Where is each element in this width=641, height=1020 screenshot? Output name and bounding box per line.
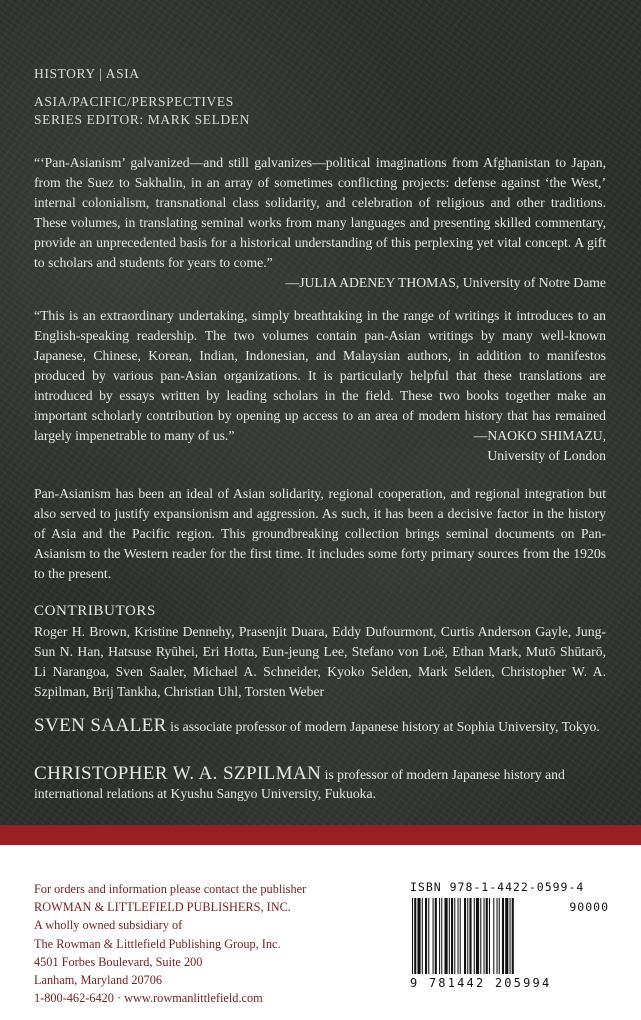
barcode-bar (469, 898, 471, 974)
publisher-city: Lanham, Maryland 20706 (34, 973, 163, 988)
barcode-bar (474, 898, 475, 974)
barcode-bar (414, 898, 416, 974)
barcode-bar (512, 898, 514, 974)
barcode-bar (499, 898, 500, 974)
barcode-bar (486, 898, 488, 974)
barcode-bar (467, 898, 468, 974)
barcode-bar (497, 898, 498, 974)
barcode-bar (510, 898, 511, 974)
series-title: ASIA/PACIFIC/PERSPECTIVES (34, 94, 234, 109)
isbn-label: ISBN 978-1-4422-0599-4 (410, 880, 585, 894)
barcode-bar (451, 898, 453, 974)
red-band (0, 825, 641, 845)
blurb-shimazu-attribution (34, 426, 606, 446)
barcode-bar (484, 898, 485, 974)
editor-szpilman-bio: is professor of modern Japanese history and international relations at Kyushu Sangyo University, Fukuoka. (34, 767, 565, 801)
book-description: Pan-Asianism has been an ideal of Asian solidarity, regional cooperation, and regional integration but also served to justify expansionism and aggression. As such, it has been a decisive factor in the history of Asia and the Pacific region. This groundbreaking collection brings seminal documents on Pan-Asianism to the Western reader for the first time. It includes some forty primary sources from the 1920s to the present. (34, 486, 606, 581)
barcode-bar (439, 898, 440, 974)
editor-saaler (34, 716, 606, 736)
blurb-shimazu-affiliation: University of London (487, 448, 606, 463)
barcode-bar (458, 898, 459, 974)
publisher-contact-line: For orders and information please contact the publisher (34, 882, 307, 896)
barcode-bar (422, 898, 423, 974)
barcode-bar (435, 898, 437, 974)
barcode-bar (476, 898, 479, 974)
editor-szpilman (34, 764, 606, 803)
ean-digits: 9 781442 205994 (410, 976, 552, 990)
blurb-thomas: “‘Pan-Asianism’ galvanized—and still galvanizes—political imaginations from Afghanistan to Japan, from the Suez to Sakhalin, in an array of sometimes conflicting projects: defense against ‘the West,’ internal colonialism, transnational class solidarity, and celebration of religious and other traditions. These volumes, in translating seminal works from many languages and presenting skilled commentary, provide an unprecedented basis for a historical understanding of this perplexing yet vital concept. A gift to scholars and students for years to come.” (34, 155, 606, 270)
contributors-heading: CONTRIBUTORS (34, 603, 156, 619)
barcode-bar (464, 898, 466, 974)
publisher-name: ROWMAN & LITTLEFIELD PUBLISHERS, INC. (34, 900, 291, 915)
attribution-name: —NAOKO SHIMAZU, (473, 428, 606, 443)
barcode-bar (480, 898, 481, 974)
publisher-group: The Rowman & Littlefield Publishing Group, Inc. (34, 936, 281, 951)
barcode-bar (460, 898, 461, 974)
barcode-bar (454, 898, 455, 974)
editor-szpilman-name: CHRISTOPHER W. A. SZPILMAN (34, 763, 322, 784)
barcode-bar (412, 898, 413, 974)
blurb-thomas-attribution: —JULIA ADENEY THOMAS, University of Notre Dame (285, 275, 606, 290)
barcode-bar (441, 898, 442, 974)
series-editor: SERIES EDITOR: MARK SELDEN (34, 112, 250, 127)
barcode-bar (433, 898, 434, 974)
barcode-bar (505, 898, 508, 974)
ean-barcode (410, 898, 560, 976)
publisher-phone-web: 1-800-462-6420 · www.rowmanlittlefield.com (34, 991, 263, 1006)
category-label: HISTORY | ASIA (34, 66, 140, 81)
editor-saaler-bio: is associate professor of modern Japanese history at Sophia University, Tokyo. (166, 719, 600, 734)
editor-saaler-name: SVEN SAALER (34, 715, 167, 736)
barcode-bar (489, 898, 490, 974)
barcode-bar (428, 898, 429, 974)
barcode-bar (445, 898, 448, 974)
barcode-block (410, 880, 615, 995)
blurb-shimazu: “This is an extraordinary undertaking, simply breathtaking in the range of writings it introduces to an English-speaking readership. The two volumes contain pan-Asian writings by many well-known Japanese, Chinese, Korean, Indian, Indonesian, and Malaysian authors, in addition to manifestos produced by various pan-Asian organizations. It is particularly helpful that these translations are introduced by essays written by leading scholars in the field. These two books together make an important scholarly contribution by opening up access to an area of modern history that has remained largely impenetrable to many of us.” (34, 308, 606, 443)
contributors-list: Roger H. Brown, Kristine Dennehy, Prasenjit Duara, Eddy Dufourmont, Curtis Anderson Gayle, Jung-Sun N. Han, Hatsuse Ryūhei, Eri Hotta, Eun-jeung Lee, Stefano von Loë, Ethan Mark, Mutō Shūtarō, Li Narangoa, Sven Saaler, Michael A. Schneider, Kyoko Selden, Mark Selden, Christopher W. A. Szpilman, Brij Tankha, Christian Uhl, Torsten Weber (34, 624, 606, 699)
barcode-bar (502, 898, 504, 974)
barcode-bar (449, 898, 450, 974)
price-code: 90000 (569, 900, 609, 914)
publisher-address: 4501 Forbes Boulevard, Suite 200 (34, 954, 203, 969)
barcode-bar (417, 898, 420, 974)
barcode-bar (425, 898, 427, 974)
publisher-info (34, 880, 394, 1007)
barcode-bar (493, 898, 494, 974)
publisher-subsidiary-line: A wholly owned subsidiary of (34, 918, 183, 933)
